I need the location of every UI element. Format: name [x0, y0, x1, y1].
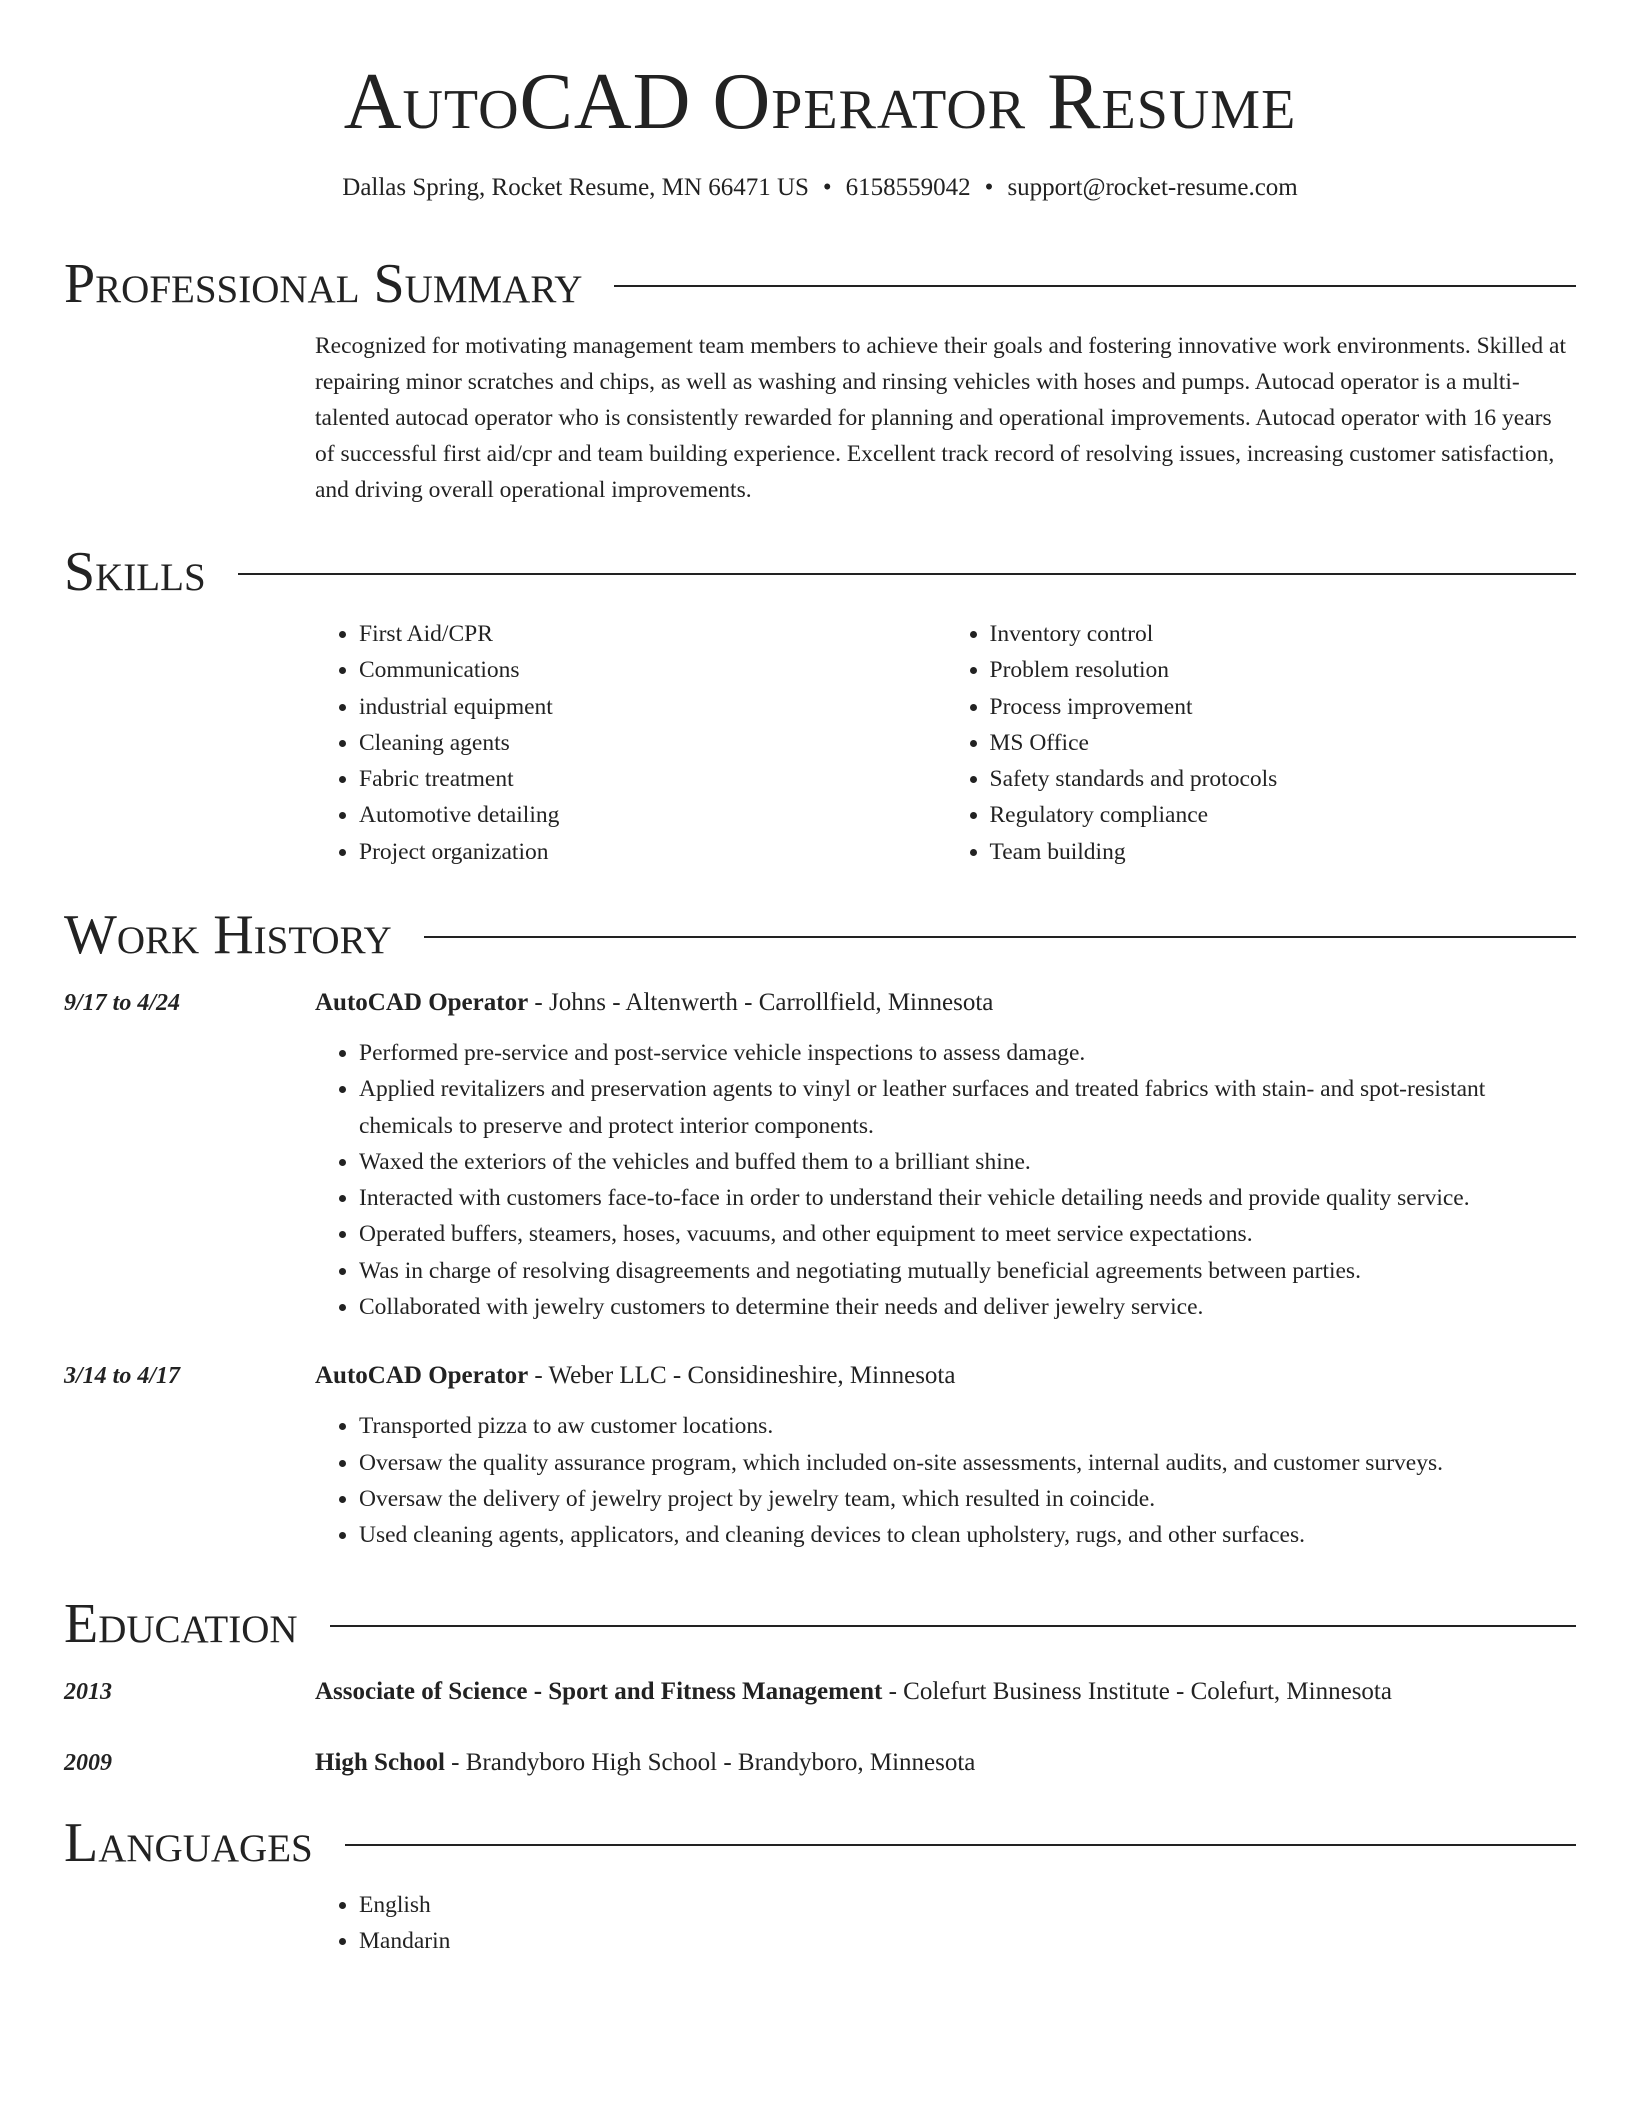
- skill-item: • Automotive detailing: [359, 797, 946, 833]
- resume-title: AutoCAD Operator Resume: [343, 58, 1297, 146]
- section-header: [64, 254, 1576, 314]
- contact-line: [64, 174, 1576, 202]
- job-position: AutoCAD Operator: [315, 1362, 529, 1390]
- job-dates: 3/14 to 4/17: [64, 1363, 181, 1390]
- contact-separator: •: [822, 174, 832, 201]
- job-entry: [64, 985, 1576, 1325]
- skills-list-left: [315, 616, 946, 870]
- job-position: AutoCAD Operator: [315, 989, 529, 1016]
- section-title: Professional Summary: [64, 253, 583, 315]
- skills-list-right: [946, 616, 1577, 870]
- education-entry: [64, 1745, 1576, 1781]
- job-bullet: • Waxed the exteriors of the vehicles and buffed them to a brilliant shine.: [359, 1144, 1576, 1180]
- job-bullet: • Oversaw the delivery of jewelry project by jewelry team, which resulted in coincide.: [359, 1481, 1576, 1517]
- skill-item: • Cleaning agents: [359, 725, 946, 761]
- education-line: [315, 1674, 1576, 1710]
- education-line: [315, 1745, 1576, 1781]
- job-bullet: • Interacted with customers face-to-face in order to understand their vehicle detailing needs and provide quality service.: [359, 1180, 1576, 1216]
- education-details: - Colefurt Business Institute - Colefurt, Minnesota: [882, 1678, 1392, 1705]
- education-degree: Associate of Science - Sport and Fitness Management: [315, 1678, 883, 1705]
- section-title: Languages: [64, 1812, 313, 1874]
- languages-list: [315, 1887, 1576, 1960]
- section-divider: [330, 1625, 1576, 1627]
- job-bullet: • Used cleaning agents, applicators, and cleaning devices to clean upholstery, rugs, and other surfaces.: [359, 1517, 1576, 1553]
- skills-grid: [315, 616, 1576, 870]
- skill-item: • First Aid/CPR: [359, 616, 946, 652]
- work-history-section: [64, 905, 1576, 1554]
- section-header: [64, 1594, 1576, 1654]
- contact-address: Dallas Spring, Rocket Resume, MN 66471 US: [342, 174, 809, 201]
- job-title-line: [315, 1358, 1576, 1394]
- job-bullets: [315, 1408, 1576, 1553]
- summary-section: [64, 254, 1576, 508]
- education-details: - Brandyboro High School - Brandyboro, Minnesota: [444, 1749, 976, 1776]
- education-year: 2013: [64, 1679, 112, 1705]
- section-divider: [238, 573, 1576, 575]
- language-item: • English: [359, 1887, 1576, 1923]
- skill-item: • MS Office: [990, 725, 1577, 761]
- skill-item: • Communications: [359, 652, 946, 688]
- skill-item: • Regulatory compliance: [990, 797, 1577, 833]
- resume-page: [64, 0, 1576, 1955]
- languages-section: [64, 1813, 1576, 1960]
- job-bullet: • Operated buffers, steamers, hoses, vacuums, and other equipment to meet service expectations.: [359, 1216, 1576, 1252]
- job-details: - Weber LLC - Considineshire, Minnesota: [528, 1362, 956, 1390]
- skill-item: • Inventory control: [990, 616, 1577, 652]
- skill-item: • Team building: [990, 834, 1577, 870]
- contact-separator: •: [984, 174, 994, 201]
- skill-item: • Problem resolution: [990, 652, 1577, 688]
- section-header: [64, 542, 1576, 602]
- section-divider: [614, 285, 1576, 287]
- education-entry: [64, 1674, 1576, 1710]
- section-divider: [424, 936, 1576, 938]
- section-title: Education: [64, 1593, 298, 1655]
- skill-item: • Fabric treatment: [359, 761, 946, 797]
- skill-item: • Project organization: [359, 834, 946, 870]
- section-title: Skills: [64, 541, 206, 603]
- languages-list-wrap: [315, 1887, 1576, 1960]
- job-bullet: • Collaborated with jewelry customers to determine their needs and deliver jewelry service.: [359, 1289, 1576, 1325]
- job-bullet: • Performed pre-service and post-service vehicle inspections to assess damage.: [359, 1035, 1576, 1071]
- job-bullet: • Was in charge of resolving disagreements and negotiating mutually beneficial agreements between parties.: [359, 1253, 1576, 1289]
- job-bullet: • Applied revitalizers and preservation agents to vinyl or leather surfaces and treated fabrics with stain- and spot-resistant chemicals to preserve and protect interior components.: [359, 1071, 1576, 1144]
- education-degree: High School: [315, 1749, 445, 1776]
- skill-item: • Process improvement: [990, 689, 1577, 725]
- education-section: [64, 1594, 1576, 1781]
- section-header: [64, 1813, 1576, 1873]
- skills-section: [64, 542, 1576, 870]
- section-header: [64, 905, 1576, 965]
- job-dates: 9/17 to 4/24: [64, 990, 181, 1016]
- section-title: Work History: [64, 904, 392, 966]
- job-entry: [64, 1358, 1576, 1553]
- section-divider: [345, 1844, 1576, 1846]
- job-bullet: • Oversaw the quality assurance program, which included on-site assessments, internal audits, and customer surveys.: [359, 1445, 1576, 1481]
- skill-item: • Safety standards and protocols: [990, 761, 1577, 797]
- contact-email[interactable]: support@rocket-resume.com: [1007, 174, 1298, 201]
- language-item: • Mandarin: [359, 1923, 1576, 1959]
- education-year: 2009: [64, 1750, 112, 1776]
- job-bullets: [315, 1035, 1576, 1325]
- job-title-line: [315, 985, 1576, 1021]
- summary-text: Recognized for motivating management team members to achieve their goals and fostering innovative work environments. Skilled at repairing minor scratches and chips, as well as washing and rinsing vehicles with hoses and pumps. Autocad operator is a multi-talented autocad operator who is consistently rewarded for planning and operational improvements. Autocad operator with 16 years of successful first aid/cpr and team building experience. Excellent track record of resolving issues, increasing customer satisfaction, and driving overall operational improvements.: [315, 333, 1567, 503]
- job-bullet: • Transported pizza to aw customer locations.: [359, 1408, 1576, 1444]
- contact-phone[interactable]: 6158559042: [845, 174, 971, 201]
- job-details: - Johns - Altenwerth - Carrollfield, Minnesota: [528, 989, 994, 1016]
- skill-item: • industrial equipment: [359, 689, 946, 725]
